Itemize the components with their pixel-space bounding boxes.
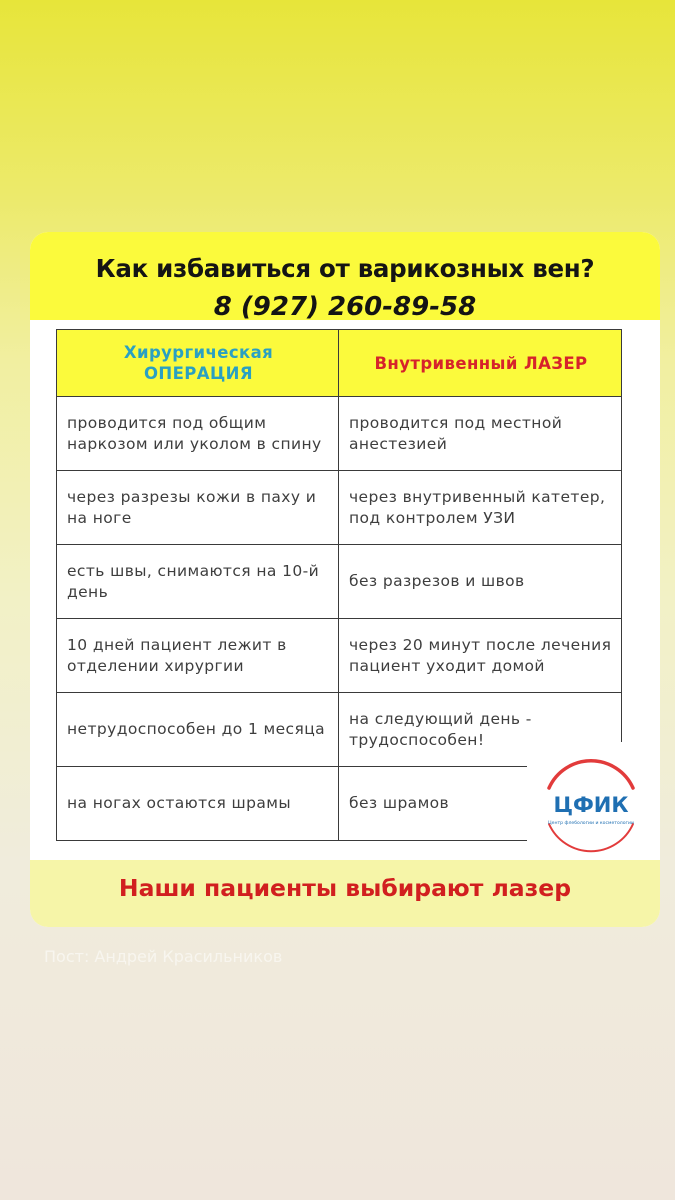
table-header-row (57, 330, 622, 397)
table-row (57, 471, 622, 545)
table-row (57, 397, 622, 471)
header-laser: Внутривенный ЛАЗЕР (339, 330, 622, 397)
header-surgery-line-1: Хирургическая (123, 343, 274, 362)
logo-subtext: Центр флебологии и косметологии (548, 821, 634, 826)
phone-number[interactable]: 8 (927) 260-89-58 (213, 292, 477, 322)
table-row (57, 619, 622, 693)
laser-cell: на следующий день - трудоспособен! (339, 693, 622, 767)
surgery-cell: проводится под общим наркозом или уколом в спину (57, 397, 339, 471)
header-surgery-line-2: ОПЕРАЦИЯ (144, 364, 253, 383)
logo-wordmark: ЦФИК (553, 793, 629, 817)
repost-caption[interactable]: Пост: Андрей Красильников (44, 947, 283, 966)
surgery-cell: 10 дней пациент лежит в отделении хирургии (57, 619, 339, 693)
surgery-cell: на ногах остаются шрамы (57, 767, 339, 841)
surgery-cell: через разрезы кожи в паху и на ноге (57, 471, 339, 545)
headline: Как избавиться от варикозных вен? (95, 254, 595, 283)
clinic-logo (527, 742, 660, 864)
surgery-cell: есть швы, снимаются на 10-й день (57, 545, 339, 619)
footer-slogan: Наши пациенты выбирают лазер (118, 874, 572, 902)
surgery-cell: нетрудоспособен до 1 месяца (57, 693, 339, 767)
laser-cell: проводится под местной анестезией (339, 397, 622, 471)
laser-cell: без разрезов и швов (339, 545, 622, 619)
clinic-logo-emblem (535, 750, 647, 862)
story-card (30, 232, 660, 927)
laser-cell: без шрамов (339, 767, 622, 841)
table-row (57, 545, 622, 619)
laser-cell: через 20 минут после лечения пациент уходит домой (339, 619, 622, 693)
header-surgery (57, 330, 339, 397)
laser-cell: через внутривенный катетер, под контролем УЗИ (339, 471, 622, 545)
